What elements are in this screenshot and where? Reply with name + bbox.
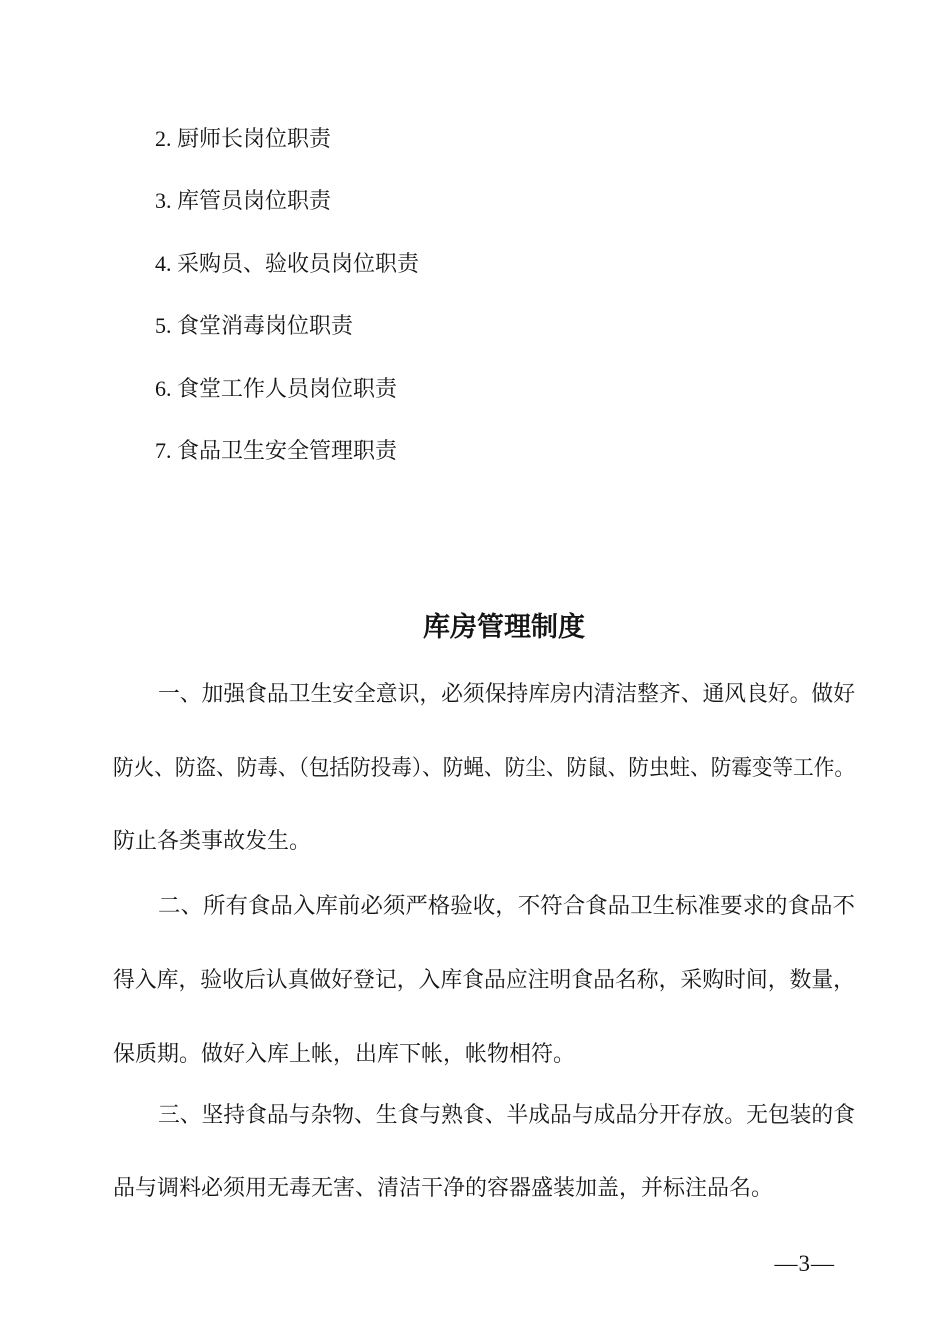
body-line: 防火、防盗、防毒、（包括防投毒）、防蝇、防尘、防鼠、防虫蛀、防霉变等工作。 bbox=[113, 755, 855, 780]
toc-item: 4. 采购员、验收员岗位职责 bbox=[155, 251, 420, 276]
body-line: 三、坚持食品与杂物、生食与熟食、半成品与成品分开存放。无包装的食 bbox=[158, 1102, 855, 1127]
toc-item: 7. 食品卫生安全管理职责 bbox=[155, 438, 398, 463]
toc-item: 6. 食堂工作人员岗位职责 bbox=[155, 376, 398, 401]
body-line: 防止各类事故发生。 bbox=[113, 828, 312, 853]
page-number: —3— bbox=[774, 1251, 835, 1276]
body-line: 二、所有食品入库前必须严格验收，不符合食品卫生标准要求的食品不 bbox=[158, 893, 855, 918]
body-line: 得入库，验收后认真做好登记，入库食品应注明食品名称，采购时间，数量， bbox=[113, 967, 855, 992]
toc-item: 2. 厨师长岗位职责 bbox=[155, 126, 332, 151]
toc-item: 3. 库管员岗位职责 bbox=[155, 188, 332, 213]
body-line: 保质期。做好入库上帐，出库下帐，帐物相符。 bbox=[113, 1041, 576, 1066]
toc-item: 5. 食堂消毒岗位职责 bbox=[155, 313, 354, 338]
body-line: 品与调料必须用无毒无害、清洁干净的容器盛装加盖，并标注品名。 bbox=[113, 1175, 774, 1200]
section-title: 库房管理制度 bbox=[423, 612, 585, 642]
body-line: 一、加强食品卫生安全意识，必须保持库房内清洁整齐、通风良好。做好 bbox=[158, 681, 855, 706]
